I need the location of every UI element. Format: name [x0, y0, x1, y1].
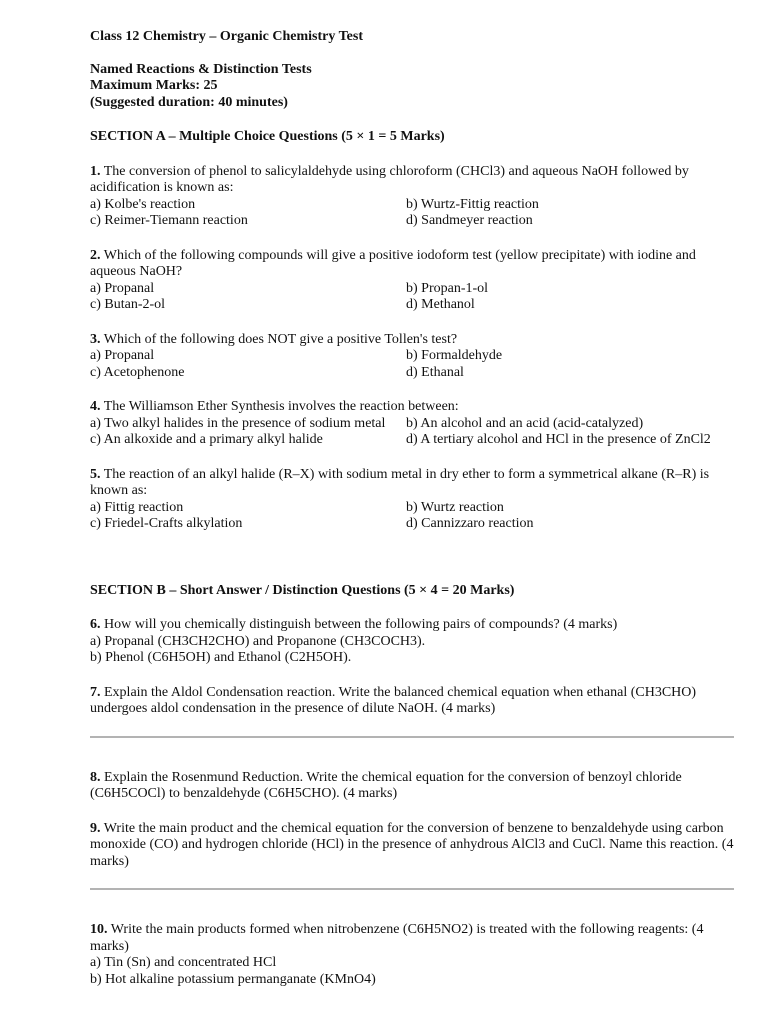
question-body: Write the main product and the chemical equation for the conversion of benzene to benzaldehyde using carbon monoxide (CO) and hydrogen chloride (HCl) in the presence of anhydrous AlCl3 and CuCl. Name this reaction. (4 marks) — [90, 820, 734, 869]
question-text — [90, 922, 734, 955]
question-text — [90, 164, 734, 197]
option-b: b) Wurtz-Fittig reaction — [406, 196, 539, 212]
question-number: 6. — [90, 617, 101, 632]
option-b: b) Formaldehyde — [406, 348, 503, 363]
options — [90, 197, 734, 230]
option-c: c) Reimer-Tiemann reaction — [90, 213, 248, 228]
option-b: b) Propan-1-ol — [406, 280, 489, 296]
question-9 — [90, 821, 734, 871]
document-title: Class 12 Chemistry – Organic Chemistry Test — [90, 29, 363, 44]
question-6 — [90, 617, 734, 667]
question-body: Write the main products formed when nitrobenzene (C6H5NO2) is treated with the following reagents: (4 marks) — [90, 922, 704, 954]
options — [90, 348, 734, 381]
question-text — [90, 617, 734, 634]
question-text — [90, 685, 734, 718]
question-8 — [90, 770, 734, 803]
question-10 — [90, 922, 734, 988]
option-d: d) Methanol — [406, 297, 475, 312]
part-b: b) Phenol (C6H5OH) and Ethanol (C2H5OH). — [90, 650, 352, 665]
question-7 — [90, 685, 734, 718]
question-number: 4. — [90, 399, 101, 414]
question-number: 9. — [90, 820, 101, 836]
options — [90, 416, 734, 449]
question-number: 8. — [90, 769, 101, 785]
question-1 — [90, 164, 734, 230]
question-number: 5. — [90, 466, 101, 482]
option-b: b) Wurtz reaction — [406, 499, 504, 515]
question-body: Which of the following does NOT give a positive Tollen's test? — [103, 331, 458, 347]
test-meta — [90, 62, 734, 112]
question-text — [90, 821, 734, 871]
question-number: 1. — [90, 163, 101, 179]
option-a: a) Two alkyl halides in the presence of sodium metal — [90, 415, 386, 431]
option-b: b) An alcohol and an acid (acid-catalyzed) — [406, 415, 644, 431]
question-body: Explain the Rosenmund Reduction. Write the chemical equation for the conversion of benzoyl chloride (C6H5COCl) to benzaldehyde (C6H5CHO). (4 marks) — [90, 769, 682, 801]
question-body: Which of the following compounds will give a positive iodoform test (yellow precipitate) with iodine and aqueous NaOH? — [90, 247, 696, 279]
option-a: a) Fittig reaction — [90, 499, 184, 515]
options — [90, 281, 734, 314]
question-body: The conversion of phenol to salicylaldehyde using chloroform (CHCl3) and aqueous NaOH followed by acidification is known as: — [90, 163, 689, 195]
test-subtitle: Named Reactions & Distinction Tests — [90, 61, 312, 77]
option-d: d) Sandmeyer reaction — [406, 213, 533, 228]
section-a-heading: SECTION A – Multiple Choice Questions (5 × 1 = 5 Marks) — [90, 129, 445, 144]
option-a: a) Propanal — [90, 348, 155, 363]
question-body: The reaction of an alkyl halide (R–X) with sodium metal in dry ether to form a symmetrical alkane (R–R) is known as: — [90, 466, 710, 498]
question-body: The Williamson Ether Synthesis involves the reaction between: — [103, 399, 459, 414]
question-number: 2. — [90, 247, 101, 263]
option-a: a) Propanal — [90, 280, 155, 296]
question-number: 3. — [90, 331, 101, 347]
question-4 — [90, 399, 734, 449]
part-a: a) Tin (Sn) and concentrated HCl — [90, 955, 277, 970]
question-number: 10. — [90, 922, 108, 937]
section-b-heading: SECTION B – Short Answer / Distinction Questions (5 × 4 = 20 Marks) — [90, 582, 515, 598]
question-text — [90, 332, 734, 349]
option-c: c) Friedel-Crafts alkylation — [90, 516, 243, 531]
question-5 — [90, 467, 734, 533]
divider — [90, 736, 734, 738]
option-d: d) Ethanal — [406, 364, 464, 380]
question-body: How will you chemically distinguish between the following pairs of compounds? (4 marks) — [104, 617, 618, 632]
part-a: a) Propanal (CH3CH2CHO) and Propanone (CH3COCH3). — [90, 633, 426, 649]
duration: (Suggested duration: 40 minutes) — [90, 94, 288, 110]
question-text — [90, 467, 734, 500]
option-a: a) Kolbe's reaction — [90, 196, 196, 212]
question-3 — [90, 332, 734, 382]
question-2 — [90, 248, 734, 314]
question-number: 7. — [90, 684, 101, 700]
max-marks: Maximum Marks: 25 — [90, 78, 218, 93]
options — [90, 500, 734, 533]
question-text — [90, 399, 734, 416]
option-c: c) Acetophenone — [90, 364, 185, 380]
divider — [90, 888, 734, 890]
option-c: c) An alkoxide and a primary alkyl halide — [90, 432, 323, 447]
question-body: Explain the Aldol Condensation reaction. Write the balanced chemical equation when ethanal (CH3CHO) undergoes aldol condensation in the presence of dilute NaOH. (4 marks) — [90, 684, 697, 716]
option-d: d) A tertiary alcohol and HCl in the presence of ZnCl2 — [406, 432, 711, 447]
question-text — [90, 770, 734, 803]
option-d: d) Cannizzaro reaction — [406, 516, 534, 531]
part-b: b) Hot alkaline potassium permanganate (KMnO4) — [90, 971, 376, 987]
option-c: c) Butan-2-ol — [90, 297, 166, 312]
question-text — [90, 248, 734, 281]
